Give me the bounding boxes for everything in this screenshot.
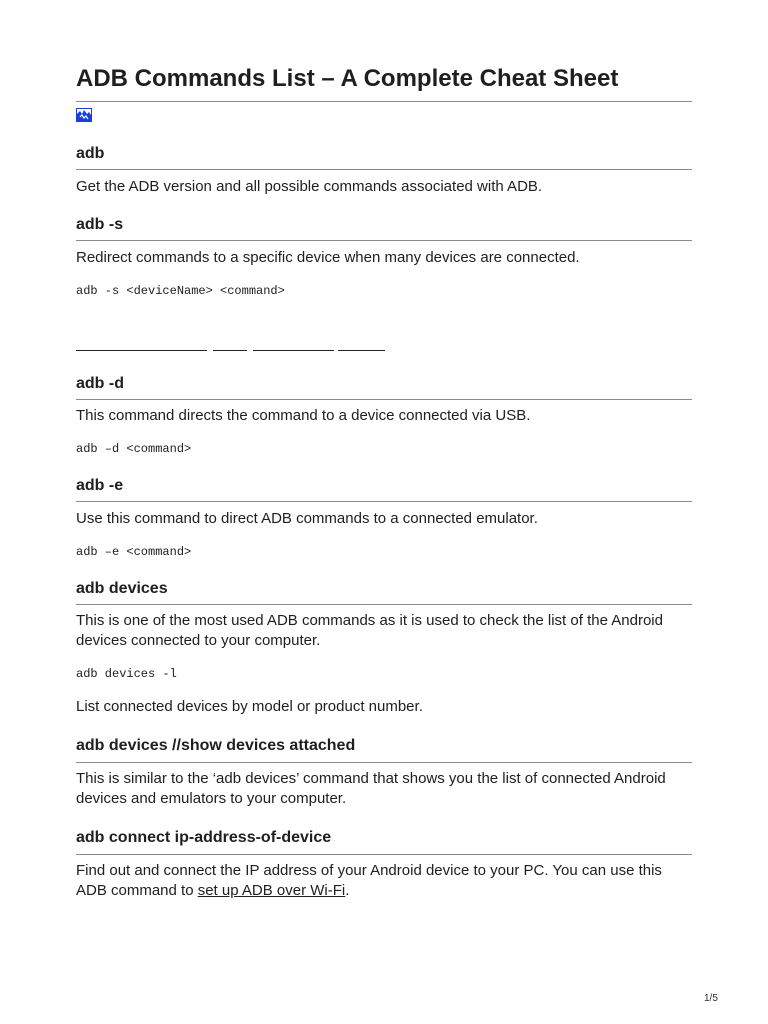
blank-line <box>213 350 247 351</box>
section-text-adb-devices: This is one of the most used ADB commands as it is used to check the list of the Android devices connected to your computer. <box>76 612 663 649</box>
code-block-adb-s: adb -s <deviceName> <command> <box>76 284 285 298</box>
section-text-adb-d: This command directs the command to a device connected via USB. <box>76 407 531 424</box>
title-divider <box>76 101 692 102</box>
code-block-adb-d: adb –d <command> <box>76 442 192 456</box>
section-text-adb: Get the ADB version and all possible commands associated with ADB. <box>76 178 543 195</box>
section-heading-adb-s: adb -s <box>76 216 124 233</box>
section-text-adb-connect-before: Find out and connect the IP address of your Android device to your PC. You can use this ADB command to <box>76 862 662 899</box>
section-heading-adb: adb <box>76 145 105 162</box>
page-number: 1/5 <box>704 993 718 1004</box>
section-divider <box>76 762 692 763</box>
code-block-adb-e: adb –e <command> <box>76 545 192 559</box>
section-text-adb-devices-attached: This is similar to the ‘adb devices’ command that shows you the list of connected Android devices and emulators to your computer. <box>76 770 666 807</box>
section-heading-adb-d: adb -d <box>76 375 124 392</box>
section-divider <box>76 169 692 170</box>
page-title: ADB Commands List – A Complete Cheat Sheet <box>76 65 619 92</box>
section-heading-adb-e: adb -e <box>76 477 124 494</box>
section-text-adb-connect <box>76 861 692 901</box>
blank-line <box>338 350 385 351</box>
section-divider <box>76 240 692 241</box>
setup-adb-wifi-link[interactable]: set up ADB over Wi-Fi <box>197 882 346 899</box>
section-divider <box>76 854 692 855</box>
code-block-adb-devices: adb devices -l <box>76 667 177 681</box>
broken-image-icon <box>76 108 92 122</box>
section-divider <box>76 604 692 605</box>
section-text-adb-e: Use this command to direct ADB commands to a connected emulator. <box>76 510 538 527</box>
section-heading-adb-connect: adb connect ip-address-of-device <box>76 829 332 846</box>
document-page <box>76 0 692 1024</box>
section-divider <box>76 501 692 502</box>
section-text-adb-s: Redirect commands to a specific device when many devices are connected. <box>76 249 580 266</box>
section-heading-adb-devices-attached: adb devices //show devices attached <box>76 737 356 754</box>
section-text-adb-connect-after: . <box>345 882 350 899</box>
blank-line <box>253 350 334 351</box>
section-heading-adb-devices: adb devices <box>76 580 168 597</box>
blank-line <box>76 350 207 351</box>
section-divider <box>76 399 692 400</box>
section-text-adb-devices-after: List connected devices by model or product number. <box>76 698 423 715</box>
